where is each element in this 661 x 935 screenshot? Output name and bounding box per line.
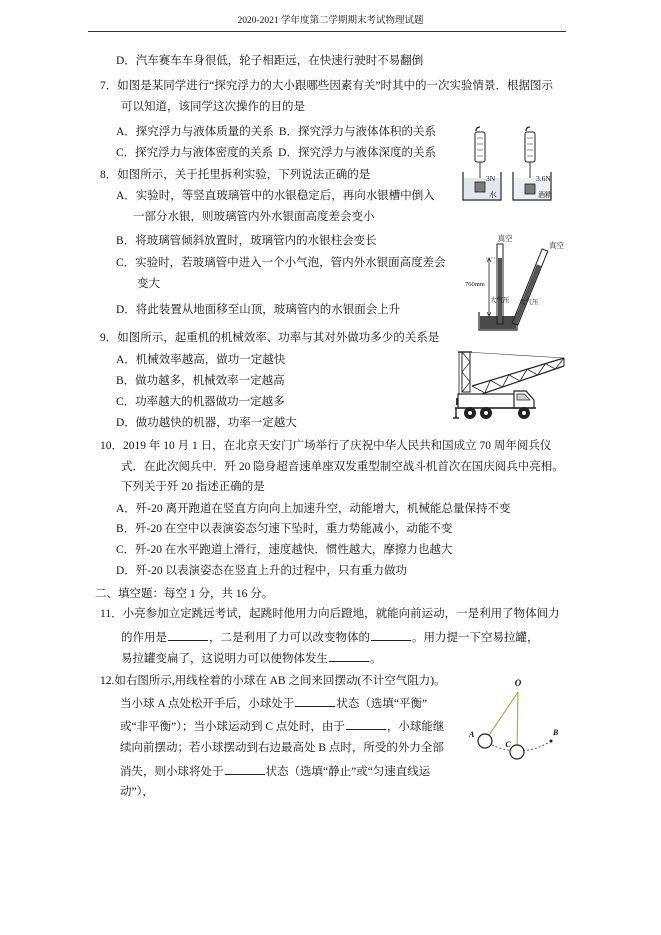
q11-line-2 [121,628,539,646]
q8-option-b: B．将玻璃管倾斜放置时，玻璃管内的水银柱会变长 [116,235,377,247]
q12-line-5 [120,762,430,780]
header-rule [88,31,566,32]
point-c-label: C [505,740,511,749]
q10-option-b: B．歼-20 在空中以表演姿态匀速下坠时，重力势能减小，动能不变 [116,523,453,535]
ball-at-a [478,734,492,748]
answer-blank [346,717,386,730]
submerged-block-right [525,184,535,194]
q12-line-3 [120,717,444,735]
q8-option-a-line-1: A．实验时，等竖直玻璃管中的水银稳定后，再向水银槽中倒入 [116,190,435,202]
string-to-a [485,692,518,741]
q8-option-a-line-2: 一部分水银，则玻璃管内外水银面高度差会变小 [133,211,375,223]
answer-blank [168,628,208,641]
q7-stem-line-2: 可以知道，该同学这次操作的目的是 [121,101,305,113]
vertical-tube [497,244,503,324]
spring-scale-right [525,127,535,184]
q10-stem-line-3: 下列关于歼 20 指述正确的是 [121,481,265,493]
q12-line-5-part-2: 状态（选填“静止”或“匀速直线运 [265,766,431,778]
pivot-o-label: O [514,678,522,688]
q9-crane-truck-figure [452,348,567,428]
q11-line-2-part-1: 的作用是 [121,632,167,644]
q9-option-c: C．功率越大的机器做功一定越多 [116,396,285,408]
q12-line-3-part-1: 或“非平衡”）；当小球运动到 C 点处时，由于 [120,721,345,733]
liquid-left-label: 水 [489,190,497,199]
height-dimension [486,258,496,316]
q8-option-c-line-1: C．实验时，若玻璃管中进入一个小气泡，管内外水银面高度差会 [116,257,446,269]
q10-option-a: A．歼-20 离开跑道在竖直方向向上加速升空，动能增大，机械能总量保持不变 [116,503,511,515]
q11-line-2-part-2: ，二是利用了力可以改变物体的 [209,632,370,644]
q10-option-d: D．歼-20 以表演姿态在竖直上升的过程中，只有重力做功 [116,565,408,577]
q7-option-c: C．探究浮力与液体密度的关系 [116,147,274,159]
q8-option-d: D．将此装置从地面移至山顶，玻璃管内的水银面会上升 [116,304,401,316]
vacuum-right-label: 真空 [549,241,564,250]
q11-line-3-part-2: 。 [370,653,382,665]
q6-option-d: D．汽车赛车车身很低，轮子相距远，在快速行驶时不易翻倒 [116,55,424,67]
q7-option-d: D．探究浮力与液体深度的关系 [278,147,436,159]
q8-torricelli-figure [465,230,565,334]
q7-stem-line-1: 7．如图是某同学进行“探究浮力的大小跟哪些因素有关”时其中的一次实验情景．根据图示 [100,80,553,92]
point-b [550,740,553,743]
q12-pendulum-figure [458,675,566,767]
string-to-c [517,692,518,752]
q9-stem: 9．如图所示，起重机的机械效率、功率与其对外做功多少的关系是 [100,332,440,344]
q12-line-4: 续向前摆动；若小球摆动到右边最高处 B 点时，所受的外力全部 [120,742,444,754]
q11-line-3 [121,649,382,667]
submerged-block-left [475,182,485,192]
q12-line-1: 12.如右图所示,用线栓着的小球在 AB 之间来回摆动(不计空气阻力)。 [100,675,446,687]
q10-stem-line-1: 10．2019 年 10 月 1 日，在北京天安门广场举行了庆祝中华人民共和国成立 70 周年阅兵仪 [100,440,552,452]
crane-boom [472,358,564,396]
answer-blank [371,628,411,641]
answer-blank [329,649,369,662]
q8-stem: 8．如图所示，关于托里拆利实验，下列说法正确的是 [100,169,371,181]
section-2-title: 二、填空题：每空 1 分，共 16 分。 [95,588,274,600]
q12-line-6: 动”）， [120,786,154,798]
q10-option-c: C．歼-20 在水平跑道上滑行，速度越快．惯性越大，摩擦力也越大 [116,544,453,556]
reading-right-label: 3.6N [536,174,551,183]
answer-blank [295,694,335,707]
q11-line-1: 11．小亮参加立定跳远考试，起跳时他用力向后蹬地，就能向前运动，一是利用了物体间力 [100,608,560,620]
liquid-right-label: 酒精 [538,191,552,199]
q12-line-3-part-2: ，小球能继 [386,721,445,733]
q12-line-5-part-1: 消失，则小球将处于 [120,766,224,778]
q10-stem-line-2: 式．在此次阅兵中．歼 20 隐身超音速单座双发重型制空战斗机首次在国庆阅兵中亮相。 [121,461,564,473]
q9-option-b: B．做功越多，机械效率一定越高 [116,375,285,387]
point-a-label: A [469,730,475,739]
pressure-right-label: 大气压 [519,299,539,306]
q11-line-2-part-3: 。用力提一下空易拉罐， [412,632,539,644]
q7-options-row-2 [116,145,436,161]
q9-option-d: D．做功越快的机器，功率一定越大 [116,417,297,429]
reading-left-label: 3N [486,174,496,183]
spring-scale-left [475,127,485,182]
q8-option-c-line-2: 变大 [137,278,160,290]
ball-at-c [510,745,524,759]
q9-option-a: A．机械效率越高，做功一定越快 [116,354,286,366]
q12-line-2-part-1: 当小球 A 点处松开手后，小球处于 [120,698,295,710]
height-label: 760mm [465,281,485,288]
tilted-tube [512,249,548,325]
pressure-left-label: 大气压 [490,297,510,304]
point-b-label: B [553,728,559,737]
q11-line-3-part-1: 易拉罐变扁了，这说明力可以使物体发生 [121,653,328,665]
q12-line-2-part-2: 状态（选填“平衡” [336,698,428,710]
q7-option-b: B．探究浮力与液体体积的关系 [278,126,436,138]
page-header-title: 2020-2021 学年度第二学期期末考试物理试题 [237,16,424,26]
vacuum-left-label: 真空 [497,234,513,243]
q12-line-2 [120,694,427,712]
answer-blank [225,762,265,775]
q7-options-row-1 [116,124,436,140]
q7-option-a: A．探究浮力与液体质量的关系 [116,126,274,138]
q7-buoyancy-figure [455,126,563,204]
